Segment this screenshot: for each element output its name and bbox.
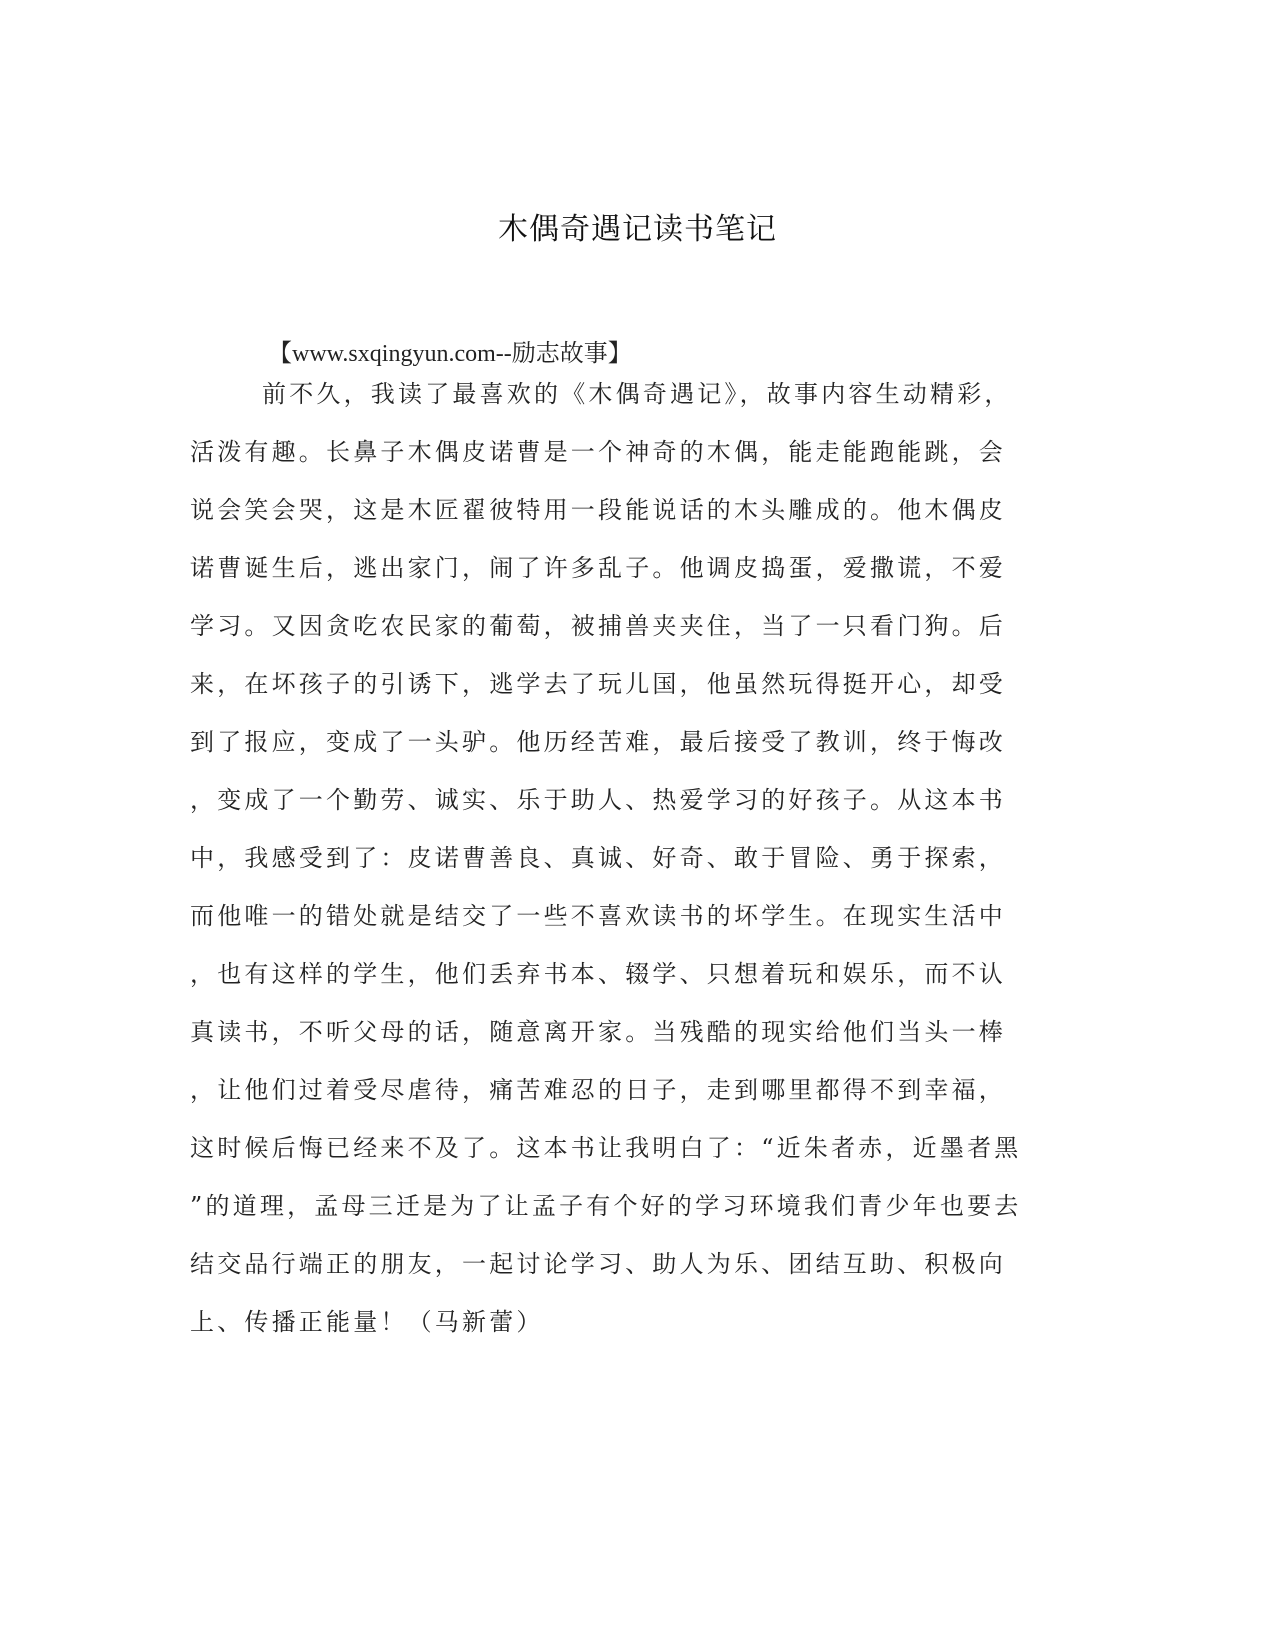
body-line: ，变成了一个勤劳、诚实、乐于助人、热爱学习的好孩子。从这本书 [190,786,1006,814]
body-line: 学习。又因贪吃农民家的葡萄，被捕兽夹夹住，当了一只看门狗。后 [190,612,1006,640]
body-line: ，让他们过着受尽虐待，痛苦难忍的日子，走到哪里都得不到幸福， [190,1076,1006,1104]
body-line: 诺曹诞生后，逃出家门，闹了许多乱子。他调皮捣蛋，爱撒谎，不爱 [190,554,1006,582]
body-line: 来，在坏孩子的引诱下，逃学去了玩儿国，他虽然玩得挺开心，却受 [190,670,1006,698]
body-line: ”的道理，孟母三迁是为了让孟子有个好的学习环境我们青少年也要去 [190,1192,1022,1220]
body-line: 到了报应，变成了一头驴。他历经苦难，最后接受了教训，终于悔改 [190,728,1006,756]
source-tag: 【www.sxqingyun.com--励志故事】 [268,341,632,367]
body-line: 真读书，不听父母的话，随意离开家。当残酷的现实给他们当头一棒 [190,1018,1006,1046]
body-line: 结交品行端正的朋友，一起讨论学习、助人为乐、团结互助、积极向 [190,1250,1006,1278]
body-line: 中，我感受到了：皮诺曹善良、真诚、好奇、敢于冒险、勇于探索， [190,844,1006,872]
body-line: 这时候后悔已经来不及了。这本书让我明白了：“近朱者赤，近墨者黑 [190,1134,1022,1162]
body-line: 说会笑会哭，这是木匠翟彼特用一段能说话的木头雕成的。他木偶皮 [190,496,1006,524]
body-line: 而他唯一的错处就是结交了一些不喜欢读书的坏学生。在现实生活中 [190,902,1006,930]
body-line: ，也有这样的学生，他们丢弃书本、辍学、只想着玩和娱乐，而不认 [190,960,1006,988]
body-line: 前不久，我读了最喜欢的《木偶奇遇记》，故事内容生动精彩， [262,380,1012,408]
document-title: 木偶奇遇记读书笔记 [498,212,777,247]
body-line: 上、传播正能量！（马新蕾） [190,1308,544,1336]
body-line: 活泼有趣。长鼻子木偶皮诺曹是一个神奇的木偶，能走能跑能跳，会 [190,438,1006,466]
